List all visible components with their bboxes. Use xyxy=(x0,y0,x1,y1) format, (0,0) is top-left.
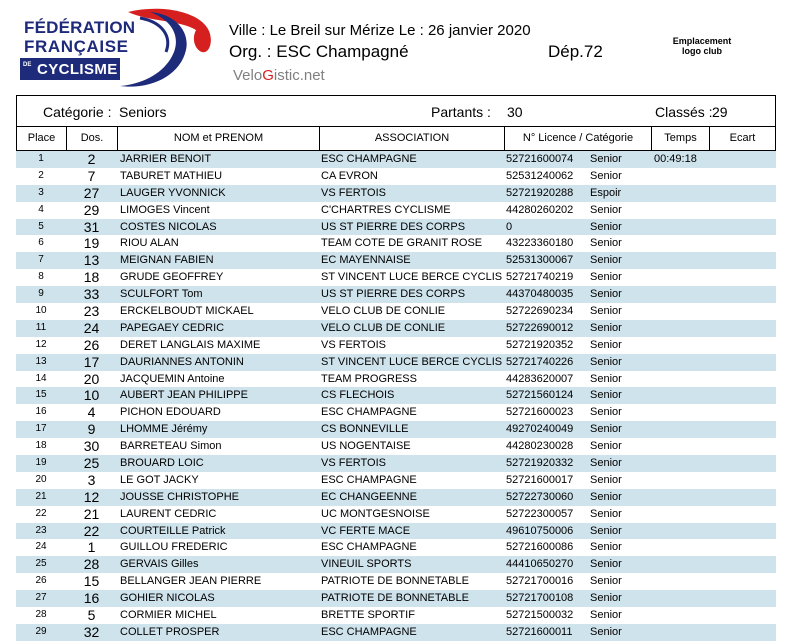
table-row xyxy=(16,219,776,236)
table-row xyxy=(16,185,776,202)
licence-cell: 52721600086 xyxy=(506,541,574,554)
place-cell: 27 xyxy=(35,592,47,604)
dos-cell: 32 xyxy=(83,623,100,640)
place-cell: 26 xyxy=(35,575,47,587)
place-cell: 11 xyxy=(35,321,47,333)
place-cell: 8 xyxy=(38,271,44,283)
name-cell: PICHON EDOUARD xyxy=(120,406,221,419)
category-cell: Senior xyxy=(590,541,622,554)
ville-date-line: Ville : Le Breil sur Mérize Le : 26 janvier 2020 xyxy=(229,22,531,39)
logo-line-1: FÉDÉRATION xyxy=(24,18,136,37)
licence-cell: 52721600023 xyxy=(506,406,574,419)
association-cell: TEAM PROGRESS xyxy=(321,372,417,385)
dos-cell: 18 xyxy=(83,269,100,286)
name-cell: MEIGNAN FABIEN xyxy=(120,254,214,267)
place-cell: 13 xyxy=(35,355,47,367)
dos-cell: 17 xyxy=(83,353,100,370)
partants-label: Partants : xyxy=(431,104,491,120)
association-cell: BRETTE SPORTIF xyxy=(321,609,415,622)
licence-cell: 52721740226 xyxy=(506,355,574,368)
association-cell: VS FERTOIS xyxy=(321,186,387,199)
category-cell: Senior xyxy=(590,406,622,419)
col-ecart: Ecart xyxy=(729,132,756,144)
name-cell: LE GOT JACKY xyxy=(120,473,199,486)
category-bar xyxy=(16,95,776,127)
association-cell: PATRIOTE DE BONNETABLE xyxy=(321,575,469,588)
name-cell: LAUGER YVONNICK xyxy=(120,186,226,199)
place-cell: 15 xyxy=(35,389,47,401)
licence-cell: 44283620007 xyxy=(506,372,574,385)
emplacement-line-1: Emplacement xyxy=(672,36,732,46)
licence-cell: 43223360180 xyxy=(506,237,574,250)
temps-cell: 00:49:18 xyxy=(654,153,697,165)
dos-cell: 3 xyxy=(87,471,96,488)
departement: Dép.72 xyxy=(548,42,603,61)
place-cell: 25 xyxy=(35,558,47,570)
category-cell: Senior xyxy=(590,592,622,605)
licence-cell: 52721600017 xyxy=(506,473,574,486)
category-cell: Senior xyxy=(590,169,622,182)
col-place: Place xyxy=(17,127,67,150)
licence-cell: 44410650270 xyxy=(506,558,574,571)
name-cell: COURTEILLE Patrick xyxy=(120,524,226,537)
licence-cell: 52531240062 xyxy=(506,169,574,182)
table-row xyxy=(16,489,776,506)
association-cell: ESC CHAMPAGNE xyxy=(321,406,417,419)
table-row xyxy=(16,252,776,269)
category-cell: Senior xyxy=(590,203,622,216)
category-cell: Senior xyxy=(590,305,622,318)
place-cell: 22 xyxy=(35,507,47,519)
place-cell: 23 xyxy=(35,524,47,536)
emplacement-line-2: logo club xyxy=(682,46,722,56)
licence-cell: 52721500032 xyxy=(506,609,574,622)
category-cell: Senior xyxy=(590,254,622,267)
association-cell: TEAM COTE DE GRANIT ROSE xyxy=(321,237,483,250)
category-cell: Senior xyxy=(590,507,622,520)
place-cell: 24 xyxy=(35,541,47,553)
category-cell: Espoir xyxy=(590,186,622,199)
association-cell: VC FERTE MACE xyxy=(321,524,411,537)
licence-cell: 52531300067 xyxy=(506,254,574,267)
table-row xyxy=(16,337,776,354)
dos-cell: 4 xyxy=(87,404,96,421)
place-cell: 3 xyxy=(38,186,44,198)
category-cell: Senior xyxy=(590,389,622,402)
place-cell: 18 xyxy=(35,440,47,452)
table-row xyxy=(16,202,776,219)
place-cell: 19 xyxy=(35,457,47,469)
licence-cell: 49610750006 xyxy=(506,524,574,537)
place-cell: 28 xyxy=(35,609,47,621)
place-cell: 9 xyxy=(38,288,44,300)
licence-cell: 52721560124 xyxy=(506,389,574,402)
col-name: NOM et PRENOM xyxy=(118,127,320,150)
velo-g: G xyxy=(262,67,274,84)
association-cell: ESC CHAMPAGNE xyxy=(321,541,417,554)
name-cell: CORMIER MICHEL xyxy=(120,609,217,622)
table-row xyxy=(16,506,776,523)
results-table-body xyxy=(16,151,776,641)
table-row xyxy=(16,354,776,371)
association-cell: VS FERTOIS xyxy=(321,338,387,351)
place-cell: 5 xyxy=(38,220,44,232)
name-cell: TABURET MATHIEU xyxy=(120,169,223,182)
place-cell: 16 xyxy=(35,406,47,418)
association-cell: US ST PIERRE DES CORPS xyxy=(321,288,466,301)
dos-cell: 28 xyxy=(83,556,100,573)
dos-cell: 16 xyxy=(83,590,100,607)
table-row xyxy=(16,320,776,337)
velo-prefix: Velo xyxy=(233,67,263,84)
dos-cell: 13 xyxy=(83,252,100,269)
place-cell: 6 xyxy=(38,237,44,249)
licence-cell: 52721920288 xyxy=(506,186,574,199)
place-cell: 2 xyxy=(38,169,44,181)
table-row xyxy=(16,573,776,590)
association-cell: ESC CHAMPAGNE xyxy=(321,473,417,486)
table-row xyxy=(16,235,776,252)
partants-value: 30 xyxy=(507,104,523,120)
dos-cell: 33 xyxy=(83,286,100,303)
table-row xyxy=(16,151,776,168)
name-cell: GRUDE GEOFFREY xyxy=(120,271,224,284)
category-cell: Senior xyxy=(590,372,622,385)
name-cell: GOHIER NICOLAS xyxy=(120,592,215,605)
table-row xyxy=(16,421,776,438)
licence-cell: 44280230028 xyxy=(506,440,574,453)
dos-cell: 15 xyxy=(83,573,100,590)
dos-cell: 22 xyxy=(83,522,100,539)
dos-cell: 31 xyxy=(83,218,100,235)
licence-cell: 52722730060 xyxy=(506,490,574,503)
table-row xyxy=(16,539,776,556)
name-cell: JARRIER BENOIT xyxy=(120,153,212,165)
licence-cell: 49270240049 xyxy=(506,423,574,436)
table-row xyxy=(16,590,776,607)
dos-cell: 27 xyxy=(83,184,100,201)
category-cell: Senior xyxy=(590,288,622,301)
licence-cell: 52721700016 xyxy=(506,575,574,588)
category-cell: Senior xyxy=(590,457,622,470)
place-cell: 29 xyxy=(35,625,47,637)
category-cell: Senior xyxy=(590,237,622,250)
dos-cell: 9 xyxy=(87,421,96,438)
club-logo-placeholder xyxy=(660,36,744,56)
association-cell: ST VINCENT LUCE BERCE CYCLIS xyxy=(321,355,503,368)
col-temps: Temps xyxy=(652,127,710,150)
licence-cell: 52721700108 xyxy=(506,592,574,605)
name-cell: JACQUEMIN Antoine xyxy=(120,372,225,385)
table-row xyxy=(16,387,776,404)
name-cell: LAURENT CEDRIC xyxy=(120,507,217,520)
col-licence: N° Licence / Catégorie xyxy=(505,127,652,150)
category-cell: Senior xyxy=(590,524,622,537)
category-cell: Senior xyxy=(590,423,622,436)
table-row xyxy=(16,556,776,573)
classes-label: Classés : xyxy=(655,104,713,120)
name-cell: LIMOGES Vincent xyxy=(120,203,210,216)
col-dos: Dos. xyxy=(67,127,118,150)
logo-line-3: CYCLISME xyxy=(37,61,118,78)
category-cell: Senior xyxy=(590,338,622,351)
dos-cell: 20 xyxy=(83,370,100,387)
association-cell: ESC CHAMPAGNE xyxy=(321,153,417,165)
table-row xyxy=(16,303,776,320)
category-cell: Senior xyxy=(590,609,622,622)
name-cell: LHOMME Jérémy xyxy=(120,423,208,436)
licence-cell: 0 xyxy=(506,220,513,233)
licence-cell: 52722690012 xyxy=(506,321,574,334)
place-cell: 7 xyxy=(38,254,44,266)
association-cell: US NOGENTAISE xyxy=(321,440,411,453)
licence-cell: 52721740219 xyxy=(506,271,574,284)
category-cell: Senior xyxy=(590,558,622,571)
category-cell: Senior xyxy=(590,321,622,334)
name-cell: BELLANGER JEAN PIERRE xyxy=(120,575,262,588)
licence-cell: 52721920352 xyxy=(506,338,574,351)
col-association: ASSOCIATION xyxy=(320,127,505,150)
table-row xyxy=(16,286,776,303)
organizer-line: Org. : ESC Champagné xyxy=(229,42,409,61)
licence-cell: 52721600011 xyxy=(506,625,573,638)
name-cell: PAPEGAEY CEDRIC xyxy=(120,321,225,334)
place-cell: 1 xyxy=(38,153,44,164)
table-row xyxy=(16,404,776,421)
categorie-value: Seniors xyxy=(119,104,167,120)
category-cell: Senior xyxy=(590,575,622,588)
association-cell: VELO CLUB DE CONLIE xyxy=(321,305,446,318)
dos-cell: 7 xyxy=(87,167,96,184)
association-cell: EC MAYENNAISE xyxy=(321,254,411,267)
place-cell: 14 xyxy=(35,372,47,384)
association-cell: CS FLECHOIS xyxy=(321,389,395,402)
dos-cell: 29 xyxy=(83,201,100,218)
licence-cell: 52722690234 xyxy=(506,305,574,318)
dos-cell: 21 xyxy=(83,505,100,522)
place-cell: 4 xyxy=(38,203,44,215)
logo-banner xyxy=(20,58,120,80)
dos-cell: 19 xyxy=(83,235,100,252)
dos-cell: 10 xyxy=(83,387,100,404)
dos-cell: 23 xyxy=(83,303,100,320)
dos-cell: 2 xyxy=(87,151,96,167)
association-cell: VS FERTOIS xyxy=(321,457,387,470)
place-cell: 12 xyxy=(35,338,47,350)
association-cell: CA EVRON xyxy=(321,169,378,182)
category-cell: Senior xyxy=(590,271,622,284)
association-cell: CS BONNEVILLE xyxy=(321,423,409,436)
name-cell: DERET LANGLAIS MAXIME xyxy=(120,338,261,351)
dos-cell: 26 xyxy=(83,336,100,353)
dos-cell: 30 xyxy=(83,438,100,455)
table-row xyxy=(16,523,776,540)
dos-cell: 1 xyxy=(87,539,96,556)
licence-cell: 52722300057 xyxy=(506,507,574,520)
name-cell: RIOU ALAN xyxy=(120,237,179,250)
licence-cell: 44280260202 xyxy=(506,203,574,216)
category-cell: Senior xyxy=(590,473,622,486)
name-cell: BARRETEAU Simon xyxy=(120,440,222,453)
category-cell: Senior xyxy=(590,440,622,453)
licence-cell: 52721920332 xyxy=(506,457,574,470)
association-cell: C'CHARTRES CYCLISME xyxy=(321,203,451,216)
dos-cell: 12 xyxy=(83,488,100,505)
name-cell: DAURIANNES ANTONIN xyxy=(120,355,244,368)
place-cell: 17 xyxy=(35,423,47,435)
category-cell: Senior xyxy=(590,220,622,233)
dos-cell: 24 xyxy=(83,319,100,336)
association-cell: VELO CLUB DE CONLIE xyxy=(321,321,446,334)
place-cell: 21 xyxy=(35,490,47,502)
name-cell: COLLET PROSPER xyxy=(120,625,220,638)
place-cell: 20 xyxy=(35,473,47,485)
name-cell: BROUARD LOIC xyxy=(120,457,204,470)
table-row xyxy=(16,269,776,286)
dos-cell: 25 xyxy=(83,455,100,472)
name-cell: ERCKELBOUDT MICKAEL xyxy=(120,305,254,318)
table-row xyxy=(16,371,776,388)
association-cell: EC CHANGEENNE xyxy=(321,490,417,503)
table-row xyxy=(16,472,776,489)
association-cell: US ST PIERRE DES CORPS xyxy=(321,220,466,233)
name-cell: GUILLOU FREDERIC xyxy=(120,541,228,554)
logo-line-2: FRANÇAISE xyxy=(24,37,129,56)
classes-value: 29 xyxy=(712,104,728,120)
dos-cell: 5 xyxy=(87,607,96,624)
name-cell: AUBERT JEAN PHILIPPE xyxy=(120,389,248,402)
place-cell: 10 xyxy=(35,305,47,317)
association-cell: ST VINCENT LUCE BERCE CYCLIS xyxy=(321,271,503,284)
association-cell: VINEUIL SPORTS xyxy=(321,558,412,571)
licence-cell: 44370480035 xyxy=(506,288,574,301)
category-cell: Senior xyxy=(590,625,622,638)
table-row xyxy=(16,607,776,624)
category-cell: Senior xyxy=(590,490,622,503)
table-row xyxy=(16,624,776,641)
association-cell: UC MONTGESNOISE xyxy=(321,507,430,520)
association-cell: ESC CHAMPAGNE xyxy=(321,625,417,638)
federation-logo xyxy=(20,6,215,90)
category-cell: Senior xyxy=(590,153,622,165)
association-cell: PATRIOTE DE BONNETABLE xyxy=(321,592,469,605)
table-row xyxy=(16,438,776,455)
logo-de: DE xyxy=(23,62,32,68)
velogistic-brand xyxy=(233,67,325,84)
name-cell: COSTES NICOLAS xyxy=(120,220,217,233)
licence-cell: 52721600074 xyxy=(506,153,574,165)
name-cell: SCULFORT Tom xyxy=(120,288,203,301)
results-table-header xyxy=(16,127,776,151)
velo-suffix: istic.net xyxy=(273,67,325,84)
name-cell: JOUSSE CHRISTOPHE xyxy=(120,490,239,503)
name-cell: GERVAIS Gilles xyxy=(120,558,199,571)
table-row xyxy=(16,455,776,472)
category-cell: Senior xyxy=(590,355,622,368)
categorie-label: Catégorie : xyxy=(43,104,112,120)
table-row xyxy=(16,168,776,185)
